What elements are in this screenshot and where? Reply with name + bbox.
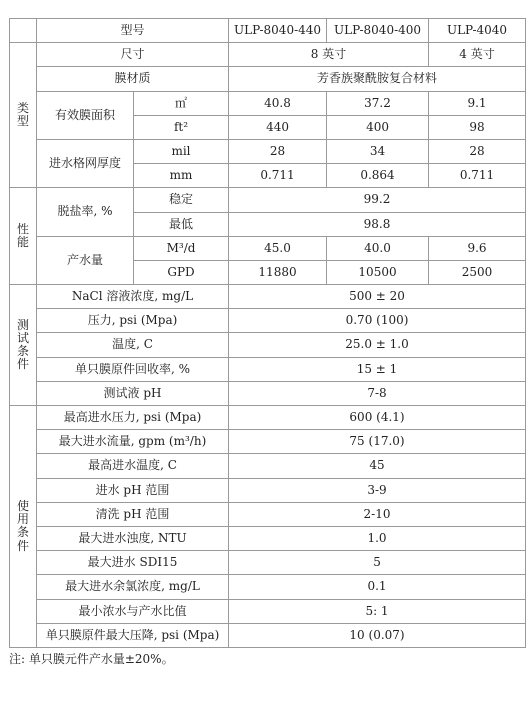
usage-value: 600 (4.1) xyxy=(229,406,526,430)
test-label: 测试液 pH xyxy=(37,381,229,405)
usage-label: 最大进水流量, gpm (m³/h) xyxy=(37,430,229,454)
table-row xyxy=(10,454,526,478)
spacer-unit-mm: mm xyxy=(134,164,229,188)
table-row xyxy=(10,285,526,309)
usage-value: 5 xyxy=(229,551,526,575)
spacer-mil-1: 28 xyxy=(229,139,327,163)
table-row xyxy=(10,406,526,430)
spacer-label: 进水格网厚度 xyxy=(37,139,134,187)
table-row xyxy=(10,333,526,357)
footnote: 注: 单只膜元件产水量±20%。 xyxy=(9,652,174,666)
usage-label: 最高进水压力, psi (Mpa) xyxy=(37,406,229,430)
test-value: 15 ± 1 xyxy=(229,357,526,381)
flow-m3d-row xyxy=(10,236,526,260)
size-row xyxy=(10,43,526,67)
table-row xyxy=(10,381,526,405)
spacer-mil-row xyxy=(10,139,526,163)
spacer-mm-3: 0.711 xyxy=(429,164,526,188)
area-ft2-3: 98 xyxy=(429,115,526,139)
spacer-mil-3: 28 xyxy=(429,139,526,163)
usage-value: 1.0 xyxy=(229,526,526,550)
usage-label: 最大进水 SDI15 xyxy=(37,551,229,575)
test-value: 25.0 ± 1.0 xyxy=(229,333,526,357)
spec-table xyxy=(9,18,526,648)
model-2: ULP-8040-400 xyxy=(327,19,429,43)
usage-value: 5: 1 xyxy=(229,599,526,623)
flow-gpd-3: 2500 xyxy=(429,260,526,284)
stable-value: 99.2 xyxy=(229,188,526,212)
model-1: ULP-8040-440 xyxy=(229,19,327,43)
usage-label: 最大进水浊度, NTU xyxy=(37,526,229,550)
usage-label: 清洗 pH 范围 xyxy=(37,502,229,526)
usage-label: 进水 pH 范围 xyxy=(37,478,229,502)
performance-section-label: 性 能 xyxy=(10,188,37,285)
usage-value: 2-10 xyxy=(229,502,526,526)
spacer-mm-1: 0.711 xyxy=(229,164,327,188)
size-4inch: 4 英寸 xyxy=(429,43,526,67)
model-3: ULP-4040 xyxy=(429,19,526,43)
material-value: 芳香族聚酰胺复合材料 xyxy=(229,67,526,91)
min-value: 98.8 xyxy=(229,212,526,236)
table-row xyxy=(10,478,526,502)
table-row xyxy=(10,575,526,599)
material-row xyxy=(10,67,526,91)
spacer-mil-2: 34 xyxy=(327,139,429,163)
table-row xyxy=(10,599,526,623)
table-row xyxy=(10,551,526,575)
flow-gpd-1: 11880 xyxy=(229,260,327,284)
spacer-mm-2: 0.864 xyxy=(327,164,429,188)
usage-value: 75 (17.0) xyxy=(229,430,526,454)
usage-value: 45 xyxy=(229,454,526,478)
area-label: 有效膜面积 xyxy=(37,91,134,139)
usage-value: 3-9 xyxy=(229,478,526,502)
usage-label: 最小浓水与产水比值 xyxy=(37,599,229,623)
flow-gpd-2: 10500 xyxy=(327,260,429,284)
usage-label: 最高进水温度, C xyxy=(37,454,229,478)
area-unit-ft2: ft² xyxy=(134,115,229,139)
flow-unit-m3d: M³/d xyxy=(134,236,229,260)
test-label: 单只膜原件回收率, % xyxy=(37,357,229,381)
model-label: 型号 xyxy=(37,19,229,43)
area-m2-3: 9.1 xyxy=(429,91,526,115)
area-unit-m2: ㎡ xyxy=(134,91,229,115)
test-value: 7-8 xyxy=(229,381,526,405)
test-label: NaCl 溶液浓度, mg/L xyxy=(37,285,229,309)
area-m2-1: 40.8 xyxy=(229,91,327,115)
header-row xyxy=(10,19,526,43)
spacer-unit-mil: mil xyxy=(134,139,229,163)
flow-label: 产水量 xyxy=(37,236,134,284)
usage-value: 0.1 xyxy=(229,575,526,599)
flow-m3d-2: 40.0 xyxy=(327,236,429,260)
test-label: 压力, psi (Mpa) xyxy=(37,309,229,333)
area-ft2-1: 440 xyxy=(229,115,327,139)
area-m2-row xyxy=(10,91,526,115)
usage-section-label: 使 用 条 件 xyxy=(10,406,37,648)
type-section-label: 类 型 xyxy=(10,43,37,188)
flow-unit-gpd: GPD xyxy=(134,260,229,284)
stable-label: 稳定 xyxy=(134,188,229,212)
test-value: 500 ± 20 xyxy=(229,285,526,309)
min-label: 最低 xyxy=(134,212,229,236)
area-ft2-2: 400 xyxy=(327,115,429,139)
size-8inch: 8 英寸 xyxy=(229,43,429,67)
rejection-stable-row xyxy=(10,188,526,212)
flow-m3d-3: 9.6 xyxy=(429,236,526,260)
table-row xyxy=(10,502,526,526)
flow-m3d-1: 45.0 xyxy=(229,236,327,260)
usage-label: 最大进水余氯浓度, mg/L xyxy=(37,575,229,599)
table-row xyxy=(10,623,526,647)
usage-label: 单只膜原件最大压降, psi (Mpa) xyxy=(37,623,229,647)
test-value: 0.70 (100) xyxy=(229,309,526,333)
table-row xyxy=(10,357,526,381)
test-label: 温度, C xyxy=(37,333,229,357)
material-label: 膜材质 xyxy=(37,67,229,91)
rejection-label: 脱盐率, % xyxy=(37,188,134,236)
usage-value: 10 (0.07) xyxy=(229,623,526,647)
table-row xyxy=(10,430,526,454)
test-section-label: 测 试 条 件 xyxy=(10,285,37,406)
table-row xyxy=(10,526,526,550)
table-row xyxy=(10,309,526,333)
size-label: 尺寸 xyxy=(37,43,229,67)
area-m2-2: 37.2 xyxy=(327,91,429,115)
